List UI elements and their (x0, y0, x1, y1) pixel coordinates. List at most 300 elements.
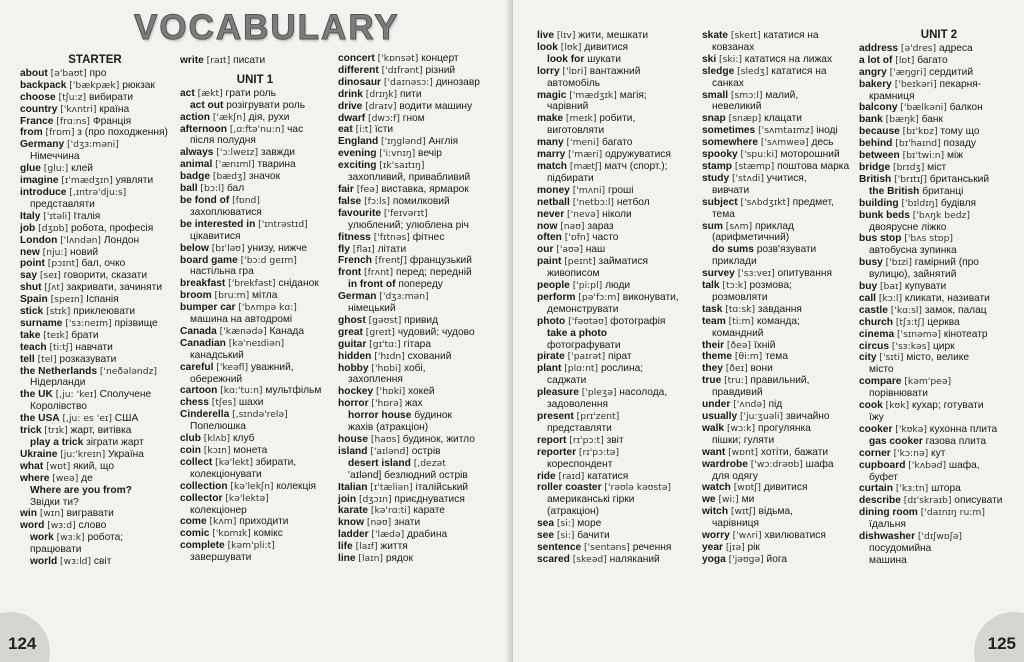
entry-transcription: [dʒɒb] (38, 222, 69, 234)
entry-translation: мітла (252, 290, 278, 302)
vocabulary-entry (702, 399, 857, 411)
vocabulary-entry (180, 243, 330, 255)
entry-transcription: [,ju: 'keɪ] (55, 389, 97, 401)
vocabulary-entry (338, 279, 508, 291)
entry-transcription: [ə'baʊt] (50, 67, 87, 79)
entry-transcription: ['aɪlənd] (370, 445, 409, 457)
vocabulary-entry (859, 519, 1019, 531)
entry-translation: наляканий (609, 553, 660, 565)
entry-transcription: ['kɑ:sl] (890, 304, 923, 316)
vocabulary-entry (859, 352, 1019, 364)
entry-transcription: [,ju: es 'eɪ] (62, 413, 112, 425)
entry-transcription: ['neðələndz] (99, 365, 157, 377)
vocabulary-entry (338, 374, 508, 386)
entry-translation: значок (248, 171, 281, 183)
entry-word: yoga (702, 553, 726, 565)
entry-translation: займатися (598, 256, 648, 268)
entry-transcription: [fɔ:ls] (364, 195, 390, 207)
vocabulary-entry (537, 482, 707, 494)
vocabulary-entry (859, 555, 1019, 567)
entry-translation: бал, очко (81, 258, 126, 270)
entry-word: French (338, 255, 372, 267)
vocabulary-entry (537, 125, 707, 137)
vocabulary-entry (338, 65, 508, 77)
entry-translation: часто (592, 232, 619, 244)
entry-word: different (338, 64, 379, 76)
entry-transcription: ['ɪtəli] (43, 210, 71, 222)
entry-translation: йога (766, 553, 788, 565)
entry-translation: літати (377, 243, 407, 255)
vocabulary-entry (338, 339, 508, 351)
entry-word: look (537, 41, 558, 53)
entry-translation: унизу, нижче (247, 242, 308, 254)
vocabulary-entry (20, 508, 170, 520)
entry-translation: привид (404, 314, 439, 326)
entry-word: below (180, 242, 209, 254)
entry-transcription: ['sʌmweə] (760, 137, 809, 149)
entry-word: building (859, 197, 899, 209)
entry-translation: Нідерланди (30, 377, 86, 389)
entry-word: horror (338, 398, 369, 410)
entry-word: win (20, 508, 37, 520)
vocabulary-entry (180, 159, 330, 171)
vocabulary-entry (702, 101, 857, 113)
entry-translation: фотографувати (547, 339, 621, 351)
entry-translation: водити машину (399, 100, 473, 112)
entry-word: house (338, 434, 369, 445)
entry-word: broom (180, 290, 212, 302)
vocabulary-entry (537, 471, 707, 483)
vocabulary-entry (20, 556, 170, 568)
vocabulary-entry (537, 78, 707, 90)
entry-transcription: ['bɔ:d geɪm] (240, 254, 297, 266)
vocabulary-entry (537, 268, 707, 280)
entry-translation: кататися на (771, 65, 827, 77)
entry-transcription: [bæŋk] (885, 114, 919, 126)
entry-word: survey (702, 268, 735, 280)
entry-transcription: [nju:] (42, 246, 68, 258)
entry-word: compare (859, 376, 902, 388)
vocabulary-entry (338, 446, 508, 458)
entry-translation: малий, (765, 89, 799, 101)
entry-word: careful (180, 361, 214, 373)
entry-word: shut (20, 282, 42, 294)
vocabulary-entry (702, 328, 857, 340)
entry-transcription: [bɪ'twi:n] (902, 150, 945, 162)
entry-transcription: [greɪt] (365, 326, 396, 338)
vocabulary-entry (338, 53, 508, 65)
entry-translation: монета (233, 445, 268, 456)
entry-translation: уявляти (115, 175, 154, 187)
entry-translation: драбина (407, 529, 448, 541)
vocabulary-entry (338, 148, 508, 160)
entry-translation: рюкзак (122, 79, 155, 91)
entry-word: balcony (859, 102, 898, 114)
entry-translation: їхній (753, 339, 776, 351)
entry-translation: говорити, сказати (63, 270, 148, 282)
entry-translation: посудомийна (869, 542, 932, 554)
vocabulary-entry (859, 269, 1019, 281)
entry-transcription: [lʊk] (560, 41, 582, 53)
vocabulary-entry (537, 197, 707, 209)
vocabulary-entry (537, 340, 707, 352)
entry-translation: поштова марка (777, 160, 850, 172)
entry-word: collect (180, 456, 213, 468)
entry-translation: кухар; готувати (911, 400, 984, 412)
entry-transcription: [kʊk] (885, 400, 910, 412)
entry-transcription: [prɪ'zent] (576, 411, 620, 422)
vocabulary-entry (180, 183, 330, 195)
entry-transcription: ['fəʊtəʊ] (568, 315, 608, 327)
entry-translation: тому що (940, 126, 980, 138)
vocabulary-entry (702, 423, 857, 435)
vocabulary-entry (537, 137, 707, 149)
entry-word: usually (702, 411, 738, 422)
entry-word: Ukraine (20, 448, 58, 460)
entry-translation: одружуватися (605, 149, 671, 161)
entry-translation: дія, рухи (248, 111, 290, 123)
entry-transcription: ['kʌntri] (60, 103, 97, 115)
entry-word: act (180, 87, 195, 99)
entry-transcription: [fɒnd] (232, 194, 260, 206)
entry-translation: який, що (73, 460, 114, 472)
entry-word: from (20, 127, 43, 139)
entry-translation: хокей (408, 386, 435, 398)
entry-translation: помилковий (392, 195, 450, 207)
vocabulary-entry (20, 425, 170, 437)
entry-word: France (20, 115, 54, 127)
entry-translation: шахи (238, 397, 264, 409)
entry-word: chess (180, 397, 209, 409)
vocabulary-entry (180, 100, 330, 112)
vocabulary-entry (180, 409, 330, 421)
entry-translation: гітара (403, 338, 432, 350)
vocabulary-entry (338, 327, 508, 339)
entry-transcription: ['ɒfn] (564, 232, 590, 244)
entry-word: board game (180, 254, 238, 266)
entry-word: the Netherlands (20, 365, 97, 377)
entry-transcription: [bɪ'ləʊ] (211, 242, 245, 254)
entry-translation: люди (605, 280, 631, 292)
entry-word: karate (338, 505, 369, 517)
vocabulary-entry (859, 364, 1019, 376)
vocabulary-entry (702, 471, 857, 483)
vocabulary-entry (859, 293, 1019, 305)
entry-word: netball (537, 196, 570, 208)
entry-word: the UK (20, 389, 53, 401)
entry-word: money (537, 184, 570, 196)
entry-word: present (537, 411, 574, 422)
entry-transcription: [wɒtʃ] (733, 482, 761, 494)
entry-word: trick (20, 425, 42, 437)
entry-translation: Лондон (103, 234, 140, 246)
entry-translation: шафа, (948, 459, 980, 471)
entry-transcription: [bædʒ] (212, 171, 247, 183)
vocabulary-entry (702, 54, 857, 66)
entry-word: reporter (537, 446, 577, 458)
vocabulary-entry (338, 184, 508, 196)
entry-word: want (702, 446, 726, 458)
entry-word: our (537, 244, 554, 256)
entry-translation: життя (380, 541, 408, 553)
vocabulary-entry (702, 459, 857, 471)
entry-word: comic (180, 528, 210, 540)
entry-translation: магія; (619, 89, 647, 101)
entry-translation: цікавитися (190, 230, 241, 242)
entry-translation: пекарня- (939, 78, 982, 90)
vocabulary-entry (180, 385, 330, 397)
entry-word: new (20, 246, 40, 258)
vocabulary-entry (537, 447, 707, 459)
entry-translation: приклеювати (73, 306, 136, 318)
vocabulary-entry (859, 55, 1019, 67)
entry-transcription: [frʌnt] (364, 267, 394, 279)
vocabulary-entry (537, 30, 707, 42)
entry-translation: хобі, (403, 362, 426, 374)
entry-transcription: ['aʊə] (556, 244, 583, 256)
entry-transcription: [gɪ'tɑ:] (369, 338, 401, 350)
entry-transcription: [bru:m] (214, 290, 250, 302)
page-heading: VOCABULARY (134, 8, 400, 47)
vocabulary-entry (180, 469, 330, 481)
vocabulary-entry (859, 174, 1019, 186)
entry-transcription: [haʊs] (370, 434, 400, 445)
vocabulary-entry (338, 386, 508, 398)
entry-word: hockey (338, 386, 374, 398)
vocabulary-entry (859, 341, 1019, 353)
vocabulary-entry (180, 505, 330, 517)
right-page (513, 0, 1024, 662)
entry-word: British (859, 173, 892, 185)
entry-translation: колекція (276, 480, 317, 492)
entry-translation: опитування (777, 268, 832, 280)
entry-translation: Іспанія (86, 294, 119, 306)
entry-translation: їдальня (869, 519, 906, 531)
entry-word: bakery (859, 78, 892, 90)
entry-translation: вантажний (589, 65, 641, 77)
vocabulary-entry (537, 292, 707, 304)
entry-word: fitness (338, 231, 371, 243)
entry-transcription: [peɪnt] (564, 256, 596, 268)
vocabulary-entry (702, 411, 857, 423)
entry-translation: чудовий; чудово (397, 326, 475, 338)
vocabulary-entry (859, 102, 1019, 114)
entry-transcription: ['hɒrə] (371, 398, 403, 410)
entry-translation: жити, мешкати (578, 30, 649, 41)
entry-word: fair (338, 183, 354, 195)
vocabulary-entry (180, 528, 330, 540)
vocabulary-entry (180, 326, 330, 338)
entry-translation: дивитися (584, 41, 629, 53)
vocabulary-entry (702, 149, 857, 161)
entry-translation: робота, професія (70, 222, 154, 234)
entry-translation: фітнес (412, 231, 445, 243)
entry-word: world (30, 556, 58, 568)
entry-word: ghost (338, 314, 366, 326)
vocabulary-entry (20, 354, 170, 366)
vocabulary-entry (859, 507, 1019, 519)
entry-translation: тварина (257, 159, 296, 171)
vocabulary-entry (338, 113, 508, 125)
vocabulary-entry (180, 433, 330, 445)
vocabulary-entry (702, 387, 857, 399)
entry-translation: правильний, (750, 375, 810, 387)
vocabulary-entry (180, 362, 330, 374)
entry-translation: кореспондент (547, 458, 613, 470)
entry-transcription: [frentʃ] (374, 255, 407, 267)
entry-transcription: [ðeɪ] (725, 363, 748, 375)
entry-transcription: ['bʌs stɒp] (904, 233, 954, 245)
entry-translation: закривати, зачиняти (66, 282, 163, 294)
entry-translation: прогулянка (757, 422, 811, 434)
entry-word: dinosaur (338, 76, 382, 88)
entry-translation: правдивий (712, 387, 763, 399)
entry-word: play a trick (30, 437, 84, 448)
vocabulary-entry (180, 552, 330, 564)
entry-translation: будинок, житло (402, 434, 475, 445)
vocabulary-entry (702, 518, 857, 530)
vocabulary-entry (859, 329, 1019, 341)
entry-word: year (702, 541, 723, 553)
entry-translation: тема (765, 351, 788, 363)
entry-translation: Звідки ти? (30, 496, 79, 508)
entry-word: cupboard (859, 459, 906, 471)
vocabulary-entry (338, 517, 508, 529)
entry-translation: (арифметичний) (712, 232, 790, 244)
vocabulary-entry (20, 401, 170, 413)
entry-word: sometimes (702, 125, 756, 137)
entry-word: hidden (338, 350, 372, 362)
entry-word: do sums (712, 244, 754, 256)
entry-translation: рядок (385, 553, 413, 565)
vocabulary-entry (702, 113, 857, 125)
entry-translation: машина (869, 554, 907, 566)
entry-translation: розмова; (749, 280, 792, 292)
vocabulary-entry (537, 304, 707, 316)
entry-translation: розказувати (59, 353, 117, 365)
entry-transcription: [frɒm] (45, 127, 75, 139)
vocabulary-entry (338, 208, 508, 220)
vocabulary-entry (338, 124, 508, 136)
entry-transcription: ['i:vnɪŋ] (379, 148, 416, 160)
vocabulary-entry (537, 66, 707, 78)
vocabulary-entry (180, 290, 330, 302)
entry-transcription: [ɪ'tæliən] (370, 481, 413, 493)
entry-word: study (702, 172, 730, 184)
vocabulary-entry (537, 209, 707, 221)
entry-transcription: ['sɜ:kəs] (891, 340, 931, 352)
entry-translation: жах (405, 398, 423, 410)
entry-word: drive (338, 100, 363, 112)
entry-word: what (20, 460, 44, 472)
entry-translation: вони (750, 363, 773, 375)
entry-transcription: [weə] (52, 472, 79, 484)
entry-word: eat (338, 124, 353, 136)
entry-transcription: [ju:'kreɪn] (60, 448, 106, 460)
vocabulary-column-5 (702, 30, 857, 566)
entry-translation: двоярусне ліжко (869, 221, 947, 233)
entry-word: people (537, 280, 570, 292)
vocabulary-entry (180, 540, 330, 552)
vocabulary-entry (180, 314, 330, 326)
entry-translation: мультфільм (265, 385, 322, 397)
entry-word: horror house (348, 410, 412, 422)
entry-translation: зараз (587, 220, 614, 232)
entry-transcription: [kə'rɑ:ti] (370, 505, 411, 517)
vocabulary-entry (338, 458, 508, 470)
vocabulary-entry (537, 173, 707, 185)
entry-translation: ніколи (602, 208, 632, 220)
entry-translation: виготовляти (547, 125, 605, 137)
entry-translation: іноді (816, 125, 838, 137)
entry-translation: шафа (805, 458, 834, 470)
entry-translation: різний (425, 64, 456, 76)
entry-transcription: [tru:] (724, 375, 748, 387)
entry-translation: клей (71, 163, 93, 175)
entry-word: cinema (859, 328, 895, 340)
vocabulary-entry (20, 306, 170, 318)
entry-transcription: [raɪd] (558, 470, 585, 482)
vocabulary-column-1 (20, 55, 170, 568)
entry-word: Canadian (180, 337, 226, 349)
entry-word: snap (702, 113, 726, 125)
entry-translation: країна (99, 103, 130, 115)
vocabulary-entry (702, 435, 857, 447)
entry-translation: розв'язувати (756, 244, 817, 256)
entry-word: false (338, 195, 362, 207)
vocabulary-entry (702, 542, 857, 554)
entry-word: city (859, 352, 877, 364)
entry-transcription: [teɪk] (43, 329, 69, 341)
vocabulary-entry (20, 473, 170, 485)
entry-translation: пішки; гуляти (712, 434, 775, 446)
vocabulary-entry (180, 445, 330, 457)
entry-word: action (180, 111, 211, 123)
vocabulary-entry (702, 304, 857, 316)
vocabulary-entry (702, 482, 857, 494)
entry-translation: представляти (547, 422, 612, 434)
entry-transcription: [gəʊst] (368, 314, 402, 326)
entry-transcription: ['kʊkə] (895, 423, 927, 435)
entry-transcription: [wɒnt] (728, 446, 759, 458)
entry-translation: з (про походження) (77, 127, 168, 139)
entry-translation: концерт (421, 53, 459, 64)
entry-translation: кінотеатр (943, 328, 988, 340)
entry-transcription: [kəm'pli:t] (227, 540, 275, 552)
entry-transcription: ['bɪldɪŋ] (901, 197, 939, 209)
entry-word: know (338, 517, 365, 529)
entry-translation: італійський (415, 481, 469, 493)
entry-translation: клацати (764, 113, 802, 125)
entry-translation: рік (747, 541, 760, 553)
vocabulary-entry (20, 80, 170, 92)
entry-word: magic (537, 89, 567, 101)
entry-transcription: [si:] (556, 518, 575, 530)
vocabulary-entry (338, 398, 508, 410)
entry-translation: порівнювати (869, 388, 928, 400)
entry-word: life (338, 541, 353, 553)
entry-transcription: ['paɪrət] (567, 351, 606, 363)
entry-transcription: [tʃɜ:tʃ] (895, 316, 925, 328)
entry-word: choose (20, 91, 56, 103)
entry-translation: представляти (30, 198, 95, 210)
section-heading: STARTER (68, 54, 122, 66)
vocabulary-entry (180, 135, 330, 147)
entry-transcription: ['jəʊgə] (728, 553, 764, 565)
entry-word: cooker (859, 423, 893, 435)
entry-transcription: ['daɪnəsɔ:] (383, 76, 433, 88)
vocabulary-entry (702, 209, 857, 221)
